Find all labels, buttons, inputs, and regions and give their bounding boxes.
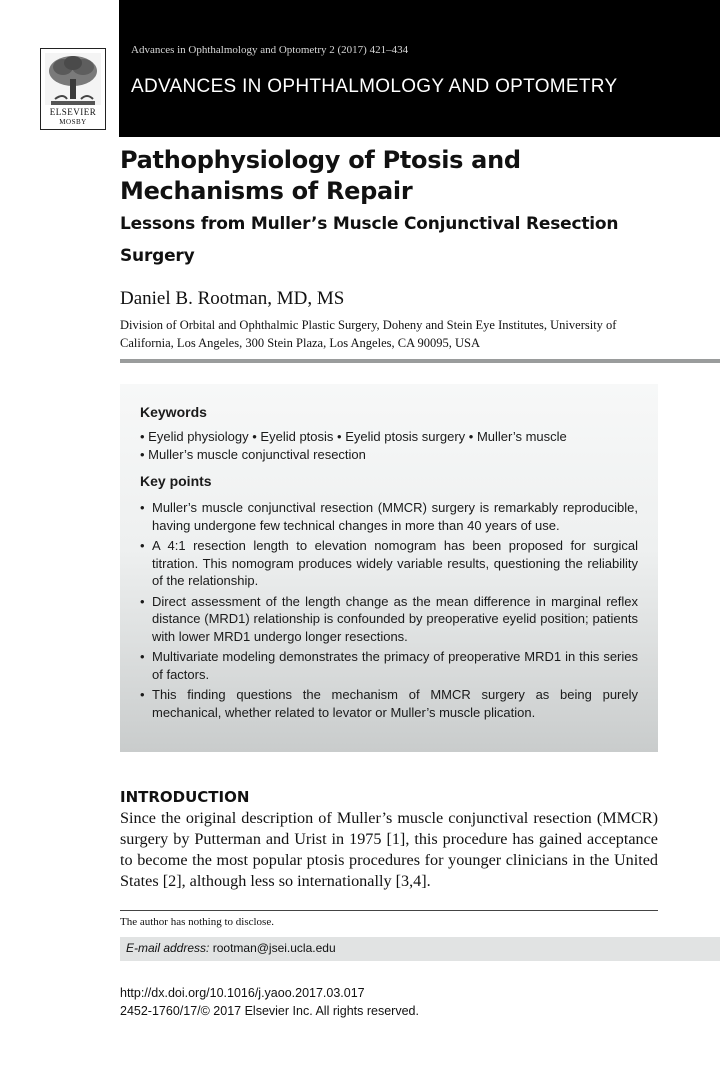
subtitle-line-2: Surgery — [120, 246, 195, 266]
logo-sub: MOSBY — [59, 118, 87, 126]
copyright-line: 2452-1760/17/© 2017 Elsevier Inc. All rights reserved. — [120, 1004, 419, 1018]
introduction-paragraph: Since the original description of Muller’s muscle conjunctival resection (MMCR) surgery by Putterman and Urist in 1975 [1], this procedure has gained acceptance to become the most popular ptosis procedures for younger clinicians in the United States [2], although less so internationally [3,4]. — [120, 809, 658, 890]
keyword-item: • Eyelid physiology — [140, 429, 249, 444]
keyword-item: • Eyelid ptosis — [252, 429, 334, 444]
email-address[interactable]: rootman@jsei.ucla.edu — [212, 941, 336, 955]
doi-link[interactable]: http://dx.doi.org/10.1016/j.yaoo.2017.03.017 — [120, 986, 365, 1000]
keypoint-item: • This finding questions the mechanism of MMCR surgery as being purely mechanical, whether related to levator or Muller’s muscle plication. — [140, 686, 638, 721]
journal-name: ADVANCES IN OPHTHALMOLOGY AND OPTOMETRY — [131, 76, 618, 97]
email-line — [126, 941, 336, 955]
author-affiliation — [120, 316, 665, 352]
affiliation-line-2: California, Los Angeles, 300 Stein Plaza, Los Angeles, CA 90095, USA — [120, 336, 481, 350]
keypoints-list — [140, 499, 638, 721]
keyword-item: • Muller’s muscle conjunctival resection — [140, 447, 366, 462]
footnote-divider — [120, 910, 658, 911]
keypoint-item: • Multivariate modeling demonstrates the primacy of preoperative MRD1 in this series of factors. — [140, 648, 638, 683]
keyword-item: • Eyelid ptosis surgery — [337, 429, 466, 444]
email-label: E-mail address: — [126, 941, 210, 955]
email-band — [120, 937, 720, 961]
keywords-list — [140, 428, 638, 464]
section-divider — [120, 359, 720, 363]
article-title — [120, 145, 680, 207]
journal-citation: Advances in Ophthalmology and Optometry 2 (2017) 421–434 — [131, 44, 409, 56]
keywords-heading: Keywords — [140, 404, 207, 420]
disclosure-note: The author has nothing to disclose. — [120, 916, 274, 928]
keypoint-item: • Direct assessment of the length change as the mean difference in marginal reflex distance (MRD1) relationship is confounded by preoperative eyelid position; patients with lower MRD1 undergo longer resections. — [140, 593, 638, 646]
subtitle-line-1: Lessons from Muller’s Muscle Conjunctival Resection — [120, 214, 619, 234]
keypoint-item: • Muller’s muscle conjunctival resection (MMCR) surgery is remarkably reproducible, having undergone few technical changes in more than 40 years of use. — [140, 499, 638, 534]
logo-name: ELSEVIER — [49, 107, 97, 117]
title-line-2: Mechanisms of Repair — [120, 177, 413, 205]
article-subtitle — [120, 208, 680, 272]
elsevier-logo — [40, 48, 106, 130]
keypoints-heading: Key points — [140, 473, 212, 489]
affiliation-line-1: Division of Orbital and Ophthalmic Plastic Surgery, Doheny and Stein Eye Institutes, University of — [120, 318, 617, 332]
elsevier-tree-icon — [45, 53, 101, 105]
journal-header — [119, 0, 720, 137]
author-name: Daniel B. Rootman, MD, MS — [120, 288, 345, 309]
title-line-1: Pathophysiology of Ptosis and — [120, 146, 521, 174]
doi-block — [120, 984, 419, 1020]
keypoint-item: • A 4:1 resection length to elevation nomogram has been proposed for surgical titration. This nomogram produces widely variable results, questioning the reliability of the relationship. — [140, 537, 638, 590]
keyword-item: • Muller’s muscle — [468, 429, 567, 444]
introduction-heading: INTRODUCTION — [120, 788, 250, 806]
keywords-keypoints-box — [120, 384, 658, 752]
